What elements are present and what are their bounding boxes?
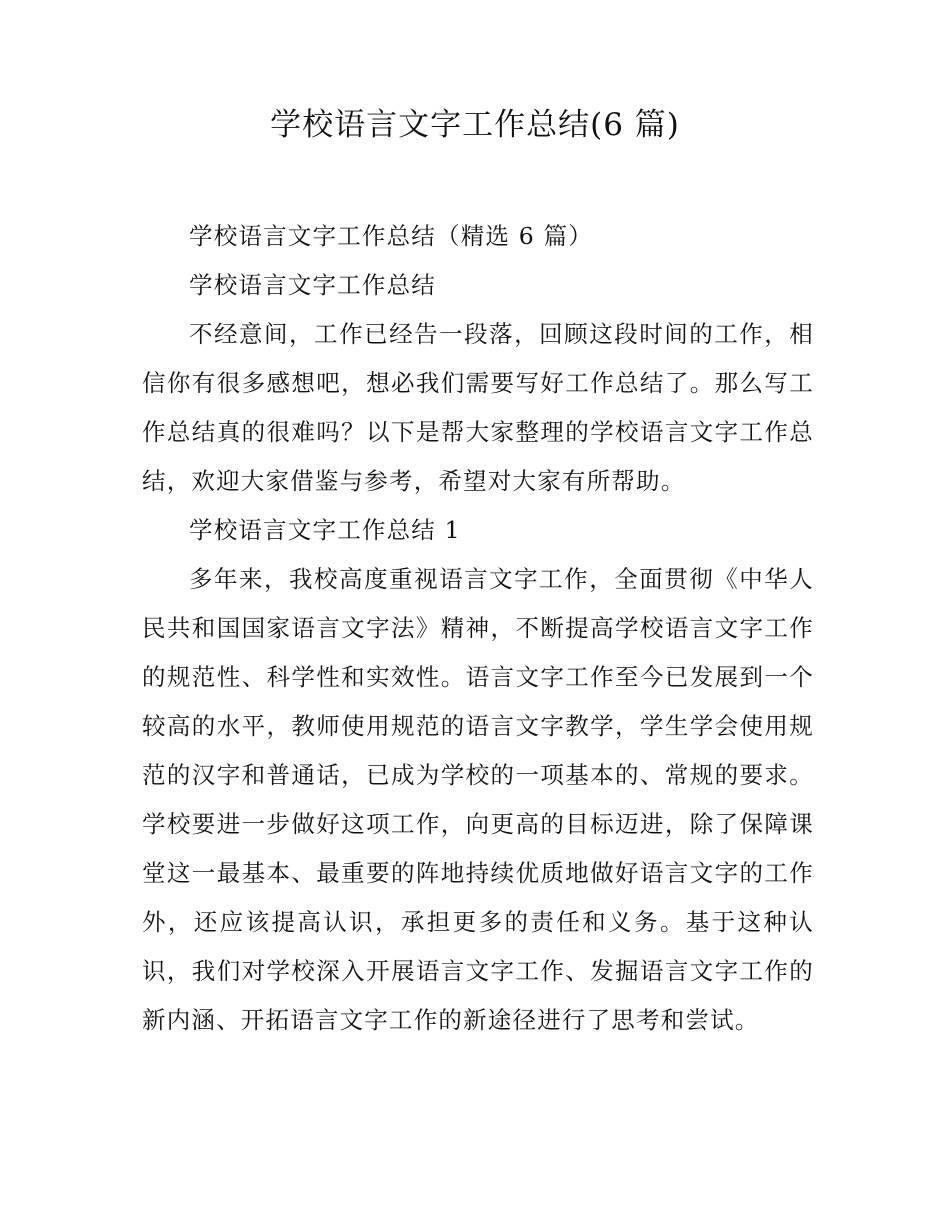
intro-paragraph: 不经意间，工作已经告一段落，回顾这段时间的工作，相信你有很多感想吧，想必我们需要写好工作总结了。那么写工作总结真的很难吗？以下是帮大家整理的学校语言文字工作总结，欢迎大家借鉴与参考，希望对大家有所帮助。 — [142, 320, 814, 495]
section-heading-1: 学校语言文字工作总结 1 — [189, 516, 461, 544]
section-heading: 学校语言文字工作总结 — [189, 271, 436, 299]
document-title: 学校语言文字工作总结(6 篇) — [270, 107, 680, 143]
subtitle-paragraph: 学校语言文字工作总结（精选 6 篇） — [189, 222, 593, 250]
document-body — [142, 212, 814, 1045]
body-paragraph: 多年来，我校高度重视语言文字工作，全面贯彻《中华人民共和国国家语言文字法》精神，不断提高学校语言文字工作的规范性、科学性和实效性。语言文字工作至今已发展到一个较高的水平，教师使用规范的语言文字教学，学生学会使用规范的汉字和普通话，已成为学校的一项基本的、常规的要求。学校要进一步做好这项工作，向更高的目标迈进，除了保障课堂这一最基本、最重要的阵地持续优质地做好语言文字的工作外，还应该提高认识，承担更多的责任和义务。基于这种认识，我们对学校深入开展语言文字工作、发掘语言文字工作的新内涵、开拓语言文字工作的新途径进行了思考和尝试。 — [142, 565, 814, 1034]
